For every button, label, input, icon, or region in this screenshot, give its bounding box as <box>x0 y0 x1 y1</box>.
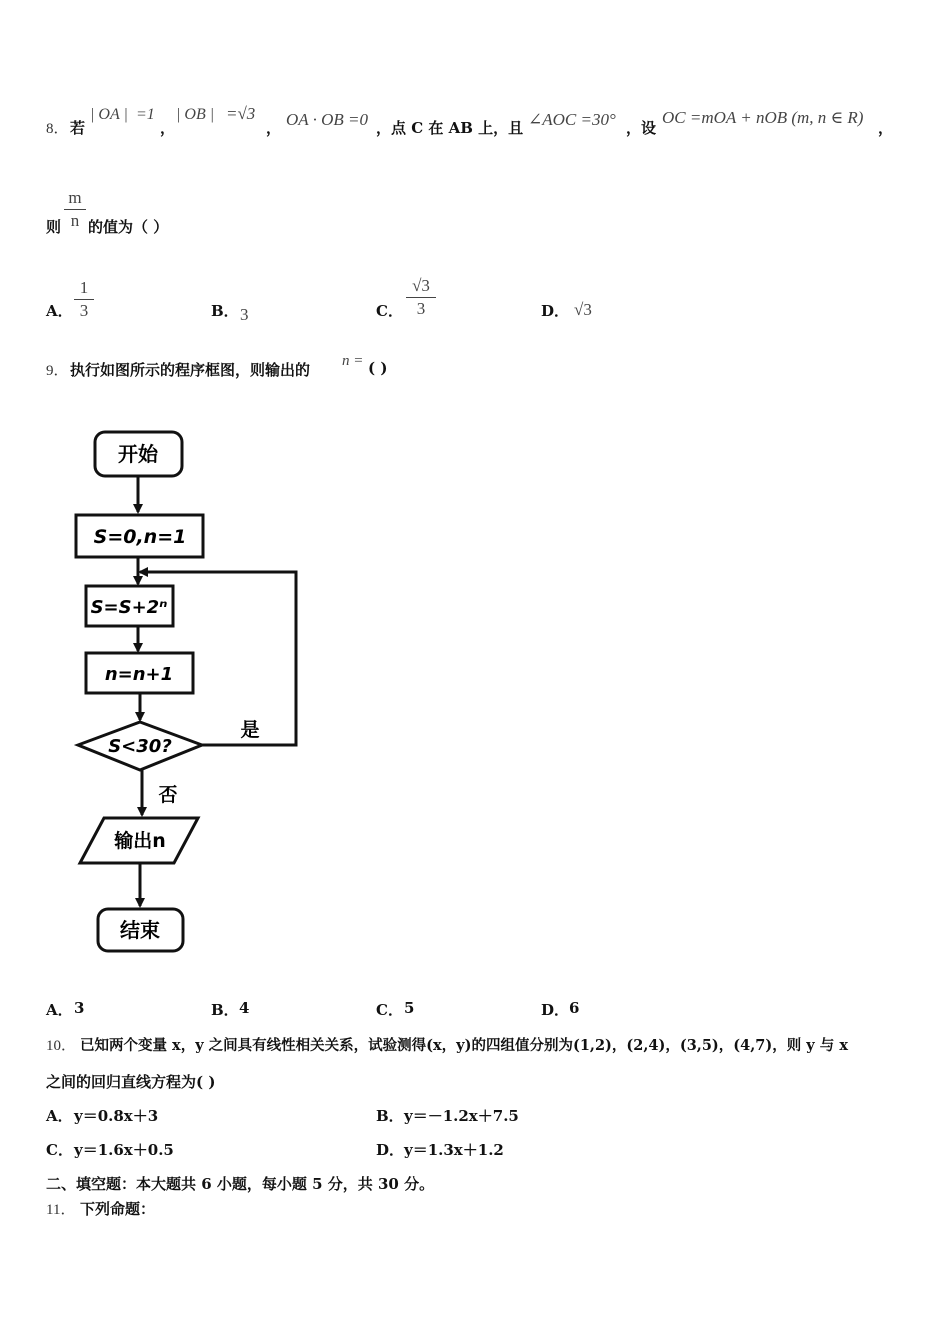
option-b-value: 3 <box>240 305 249 324</box>
math-expression: OC =mOA + nOB (m, n ∈ R) <box>662 108 864 127</box>
question-number: 9． <box>46 363 69 379</box>
option-d-value: y＝1.3x＋1.2 <box>404 1141 504 1159</box>
flowchart-yes-label: 是 <box>240 719 260 741</box>
option-a-label: A． <box>46 1001 73 1019</box>
flowchart-end-label: 结束 <box>120 918 160 942</box>
flowchart-update-n-label: n=n+1 <box>104 664 174 685</box>
option-a-label: A． <box>46 1107 73 1125</box>
option-b-value: y＝－1.2x＋7.5 <box>404 1107 519 1125</box>
question-number: 8． <box>46 121 69 137</box>
question-text: 之间的回归直线方程为( ) <box>46 1073 216 1091</box>
question-text: ，设 <box>626 119 657 137</box>
question-text: ，点 C 在 AB 上，且 <box>376 119 524 137</box>
flowchart-decision-label: S<30? <box>108 736 172 757</box>
option-b-label: B． <box>376 1107 404 1125</box>
math-expression: ∠AOC =30° <box>528 110 616 129</box>
option-d-value: √3 <box>574 300 592 319</box>
question-text: 下列命题： <box>80 1200 156 1218</box>
question-text: 已知两个变量 x，y 之间具有线性相关关系，试验测得(x，y)的四组值分别为(1,2)，(2,4)，(3,5)，(4,7)，则 y 与 x <box>80 1037 848 1054</box>
flowchart-start-label: 开始 <box>118 442 158 466</box>
flowchart-output-label: 输出n <box>114 830 166 852</box>
math-expression: n = <box>342 353 364 369</box>
flowchart-no-label: 否 <box>158 784 178 806</box>
option-c-label: C． <box>376 1001 403 1019</box>
question-text: 若 <box>70 119 86 137</box>
option-c-value: √3 3 <box>406 276 436 319</box>
option-a-label: A． <box>46 302 73 320</box>
option-b-label: B． <box>211 302 239 320</box>
punctuation: ， <box>160 119 176 137</box>
flowchart-update-s-label: S=S+2ⁿ <box>90 597 168 618</box>
math-expression: | OB | <box>176 106 215 123</box>
option-d-value: 6 <box>569 999 580 1017</box>
option-c-label: C． <box>376 302 403 320</box>
math-expression: OA · OB =0 <box>286 110 368 129</box>
math-expression: =1 <box>136 106 155 123</box>
option-c-value: 5 <box>404 999 415 1017</box>
option-d-label: D． <box>376 1141 405 1159</box>
option-a-value: 1 3 <box>74 278 94 321</box>
punctuation: ， <box>878 119 894 137</box>
math-expression: | OA | <box>90 106 128 123</box>
punctuation: ， <box>266 119 282 137</box>
question-number: 11． <box>46 1202 76 1218</box>
option-c-value: y＝1.6x＋0.5 <box>74 1141 174 1159</box>
option-b-value: 4 <box>239 999 250 1017</box>
option-d-label: D． <box>541 1001 570 1019</box>
question-text: 的值为（ ） <box>88 218 169 236</box>
option-d-label: D． <box>541 302 570 320</box>
option-a-value: 3 <box>74 999 85 1017</box>
fraction-m-over-n: m n <box>64 188 86 231</box>
question-number: 10． <box>46 1038 77 1054</box>
section-heading: 二、填空题：本大题共 6 小题，每小题 5 分，共 30 分。 <box>46 1175 435 1193</box>
flowchart-init-label: S=0,n=1 <box>93 526 187 548</box>
option-b-label: B． <box>211 1001 239 1019</box>
option-c-label: C． <box>46 1141 73 1159</box>
math-expression: =√3 <box>226 104 256 123</box>
question-text: 则 <box>46 218 62 236</box>
question-text: ( ) <box>368 359 388 377</box>
option-a-value: y＝0.8x＋3 <box>74 1107 159 1125</box>
question-text: 执行如图所示的程序框图，则输出的 <box>70 361 311 379</box>
